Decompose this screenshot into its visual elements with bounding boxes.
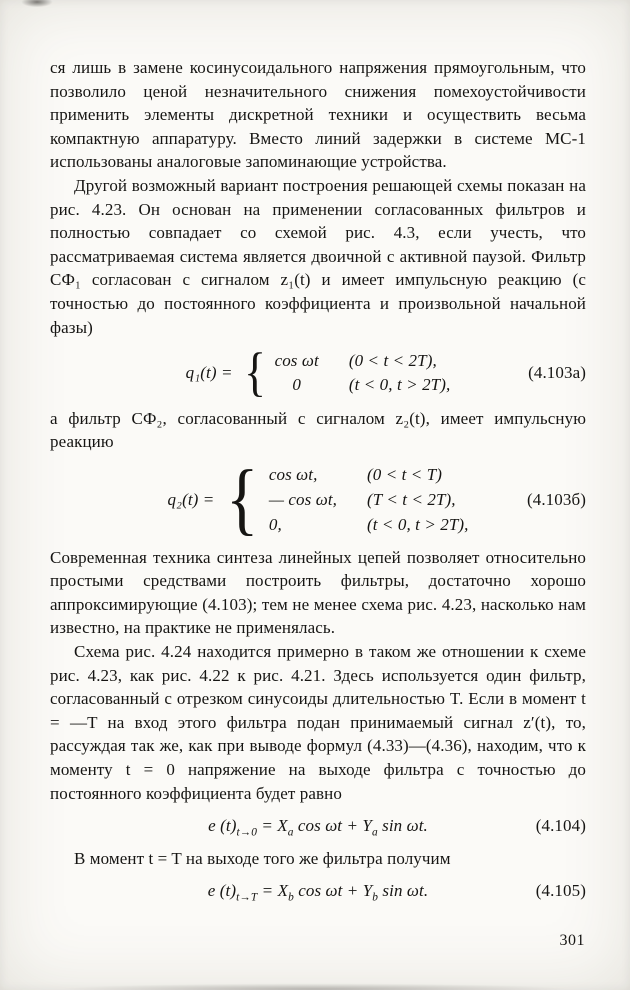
equation-label: (4.104) bbox=[535, 816, 586, 836]
math-subscript: t→0 bbox=[236, 826, 257, 839]
case-value: cos ωt, bbox=[268, 465, 318, 485]
paragraph-2: Другой возможный вариант построения решающей схемы показан на рис. 4.23. Он основан на применении согласованных фильтров и полностью совпадает со схемой рис. 4.3, если учесть, что рассматриваемая система является двоичной с активной паузой. Фильтр СФ₁ согласован с сигналом z₁(t) и имеет импульсную реакцию (с точностью до постоянного коэффициента и произвольной начальной фазы) bbox=[50, 175, 586, 337]
math-subscript: a bbox=[287, 826, 294, 839]
math-term: sin ωt. bbox=[378, 881, 429, 901]
case-value: — cos ωt, bbox=[268, 489, 337, 509]
case-value: 0, bbox=[268, 514, 282, 534]
equation-4-103a bbox=[50, 342, 586, 403]
math-subscript: b bbox=[288, 891, 294, 904]
paragraph-5: Схема рис. 4.24 находится примерно в таком же отношении к схеме рис. 4.23, как рис. 4.22 к рис. 4.21. Здесь используется один фильтр, согласованный с отрезком синусоиды длительностью T. Если в момент t = —T на вход этого фильтра подан принимаемый сигнал z′(t), то, рассуждая так же, как при выводе формул (4.33)—(4.36), находим, что к моменту t = 0 напряжение на выходе фильтра с точностью до постоянного коэффициента будет равно bbox=[50, 641, 586, 803]
math-subscript: b bbox=[372, 891, 379, 904]
equation-lhs: q₂(t) = bbox=[167, 489, 215, 509]
page-text bbox=[50, 56, 586, 912]
case-condition: (t < 0, t > 2T), bbox=[367, 514, 469, 534]
paragraph-4: Современная техника синтеза линейных цепей позволяет относительно простыми средствами построить фильтры, достаточно хорошо аппроксимирующие (4.103); тем не менее схема рис. 4.23, насколько нам известно, на практике не применялась. bbox=[50, 547, 586, 638]
math-subscript: a bbox=[371, 826, 378, 839]
equation-lhs: q₁(t) = bbox=[185, 363, 233, 383]
equation-expression bbox=[208, 879, 428, 903]
left-brace-icon: { bbox=[226, 454, 259, 543]
case-condition: (T < t < 2T), bbox=[367, 489, 456, 509]
math-term: e (t) bbox=[208, 816, 237, 836]
equation-4-105 bbox=[50, 879, 586, 903]
case-condition: (0 < t < 2T), bbox=[348, 350, 437, 370]
paragraph-1: ся лишь в замене косинусоидального напряжения прямоугольным, что позволило ценой незначительного снижения помехоустойчивости применить элементы дискретной техники и осуществить весьма компактную аппаратуру. Вместо линий задержки в системе МС-1 использованы аналоговые запоминающие устройства. bbox=[50, 58, 586, 172]
case-value: cos ωt bbox=[274, 350, 319, 370]
equation-cases bbox=[269, 463, 469, 536]
equation-label: (4.103a) bbox=[528, 363, 586, 383]
case-condition: (0 < t < T) bbox=[367, 465, 443, 485]
left-brace-icon: { bbox=[243, 342, 266, 403]
case-condition: (t < 0, t > 2T), bbox=[348, 375, 451, 395]
math-term: sin ωt. bbox=[377, 816, 428, 836]
math-term: cos ωt + Y bbox=[293, 816, 372, 836]
equation-label: (4.105) bbox=[535, 881, 586, 901]
math-term: = X bbox=[257, 881, 289, 901]
math-subscript: t→T bbox=[236, 891, 258, 904]
equation-expression bbox=[208, 814, 428, 838]
scan-smudge bbox=[16, 0, 58, 9]
math-term: e (t) bbox=[207, 881, 237, 901]
paragraph-3: а фильтр СФ₂, согласованный с сигналом z₂(t), имеет импульсную реакцию bbox=[50, 408, 586, 452]
equation-label: (4.103б) bbox=[526, 489, 586, 509]
equation-cases bbox=[275, 349, 451, 397]
math-term: = X bbox=[256, 816, 288, 836]
equation-4-104 bbox=[50, 814, 586, 838]
scan-edge-shade bbox=[0, 982, 630, 990]
case-value: 0 bbox=[292, 375, 301, 395]
math-term: cos ωt + Y bbox=[293, 881, 373, 901]
page-number: 301 bbox=[559, 932, 585, 949]
paragraph-6: В момент t = T на выходе того же фильтра получим bbox=[74, 848, 451, 868]
equation-4-103b bbox=[50, 454, 586, 543]
